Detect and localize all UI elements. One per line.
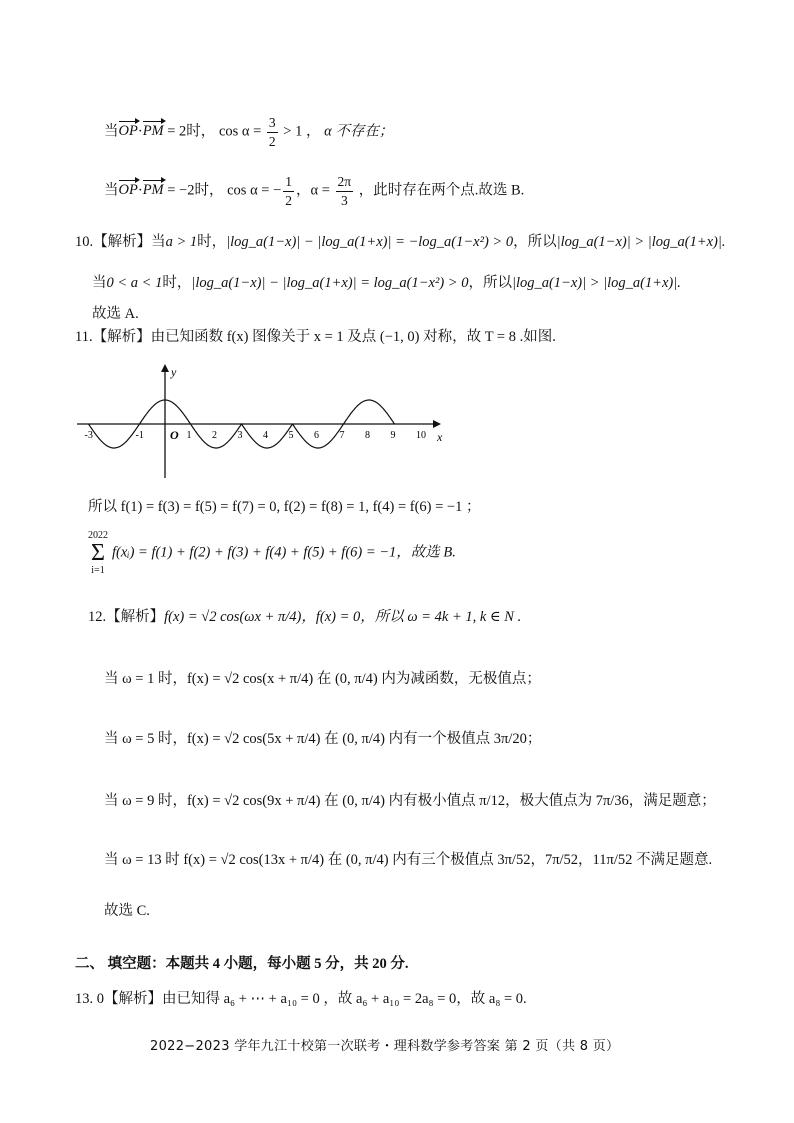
text: 时，: [162, 275, 192, 291]
q11-values: 所以 f(1) = f(3) = f(5) = f(7) = 0, f(2) = f(8) = 1, f(4) = f(6) = −1 ；: [88, 499, 481, 515]
section-title: 二、 填空题：本题共 4 小题，每小题 5 分，共 20 分.: [75, 956, 409, 972]
tick-label: 9: [390, 430, 396, 441]
q10-conclusion: 故选 A.: [92, 306, 139, 322]
tick-label: 1: [186, 430, 192, 441]
text: > 1 ，: [279, 123, 321, 140]
den: 3: [340, 192, 348, 208]
text: ，所以: [513, 234, 557, 250]
den: 2: [285, 192, 293, 208]
q12-case1: 当 ω = 1 时，f(x) = √2 cos(x + π/4) 在 (0, π/4) 内为减函数，无极值点；: [104, 671, 541, 687]
tick-label: 5: [288, 430, 294, 441]
text: |log_a(1−x)| > |log_a(1+x)|.: [511, 275, 681, 291]
text: = 2时，: [163, 123, 216, 140]
sum-lower: i=1: [91, 565, 105, 576]
tick-label: 6: [314, 430, 319, 441]
tick-label: 8: [365, 430, 370, 441]
text: |log_a(1−x)| − |log_a(1+x)| = −log_a(1−x²) > 0: [226, 234, 514, 250]
text: f(x) = √2 cos(ωx + π/4)，f(x) = 0，所以 ω = 4k + 1, k ∈ N .: [164, 609, 522, 625]
text: 当: [104, 123, 119, 140]
tick-label: -1: [135, 430, 144, 441]
text: ，此时存在两个点.故选 B.: [358, 182, 525, 199]
fraction: [283, 175, 294, 207]
q12-head: [88, 610, 521, 625]
text: = −2时，: [163, 182, 224, 199]
y-axis-label: y: [171, 365, 177, 379]
sigma-icon: Σ: [91, 540, 105, 566]
vector-op: OP: [118, 123, 138, 140]
text: 10.【解析】当: [75, 234, 166, 250]
q12-conclusion: 故选 C.: [104, 903, 150, 919]
vector-pm: PM: [142, 123, 164, 140]
q12-case4: 当 ω = 13 时 f(x) = √2 cos(13x + π/4) 在 (0, π/4) 内有三个极值点 3π/52，7π/52，11π/52 不满足题意.: [104, 852, 713, 868]
vector-pm: PM: [142, 182, 164, 199]
text: |log_a(1−x)| − |log_a(1+x)| = log_a(1−x²) > 0: [191, 275, 469, 291]
q12-case3: 当 ω = 9 时，f(x) = √2 cos(9x + π/4) 在 (0, π/4) 内有极小值点 π/12，极大值点为 7π/36，满足题意；: [104, 793, 716, 809]
fraction: [336, 175, 354, 207]
text: α 不存在；: [324, 123, 394, 140]
tick-label: 7: [339, 430, 345, 441]
q12-case2: 当 ω = 5 时，f(x) = √2 cos(5x + π/4) 在 (0, π/4) 内有一个极值点 3π/20；: [104, 731, 542, 747]
q11-sum: [88, 530, 456, 576]
q11-graph: [75, 362, 455, 482]
x-axis-label: x: [437, 430, 443, 444]
tick-labels: [85, 430, 427, 441]
x-axis-arrow: [433, 420, 441, 428]
tick-label: 2: [212, 430, 217, 441]
num: 1: [283, 175, 294, 192]
tick-label: -3: [84, 430, 93, 441]
fraction: [267, 116, 278, 148]
tick-label: 4: [263, 430, 268, 441]
vector-op: OP: [118, 182, 138, 199]
y-axis-arrow: [161, 364, 169, 372]
q13-text: 13. 0【解析】由已知得 a₆ + ⋯ + a₁₀ = 0 ，故 a₆ + a₁₀ = 2a₈ = 0，故 a₈ = 0.: [75, 991, 527, 1007]
text: 12.【解析】: [88, 609, 165, 625]
summation-sign: [88, 530, 108, 576]
text: ，α =: [296, 182, 330, 199]
origin-label: O: [170, 428, 179, 442]
text: 0 < a < 1: [106, 275, 163, 291]
den: 2: [268, 133, 276, 149]
text: ，所以: [468, 275, 512, 291]
text: |log_a(1−x)| > |log_a(1+x)|.: [556, 234, 726, 250]
q9-line2: [104, 175, 524, 207]
text: ·: [137, 123, 143, 140]
text: cos α = −: [227, 182, 282, 199]
text: 当: [104, 182, 119, 199]
page-footer: 2022−2023 学年九江十校第一次联考・理科数学参考答案 第 2 页（共 8 页）: [150, 1039, 620, 1054]
tick-label: 3: [237, 430, 243, 441]
text: cos α =: [218, 123, 262, 140]
text: 当: [92, 275, 107, 291]
text: 时，: [197, 234, 227, 250]
q10-line2: [92, 276, 681, 291]
sum-upper: 2022: [88, 530, 108, 541]
q10-line1: [75, 235, 726, 250]
text: a > 1: [165, 234, 198, 250]
q9-line1: [104, 116, 393, 148]
q11-intro: 11.【解析】由已知函数 f(x) 图像关于 x = 1 及点 (−1, 0) 对称，故 T = 8 .如图.: [75, 329, 556, 345]
text: ·: [137, 182, 143, 199]
text: f(xᵢ) = f(1) + f(2) + f(3) + f(4) + f(5) + f(6) = −1，故选 B.: [112, 544, 456, 561]
num: 2π: [336, 175, 354, 192]
num: 3: [267, 116, 278, 133]
tick-label: 10: [416, 430, 426, 441]
